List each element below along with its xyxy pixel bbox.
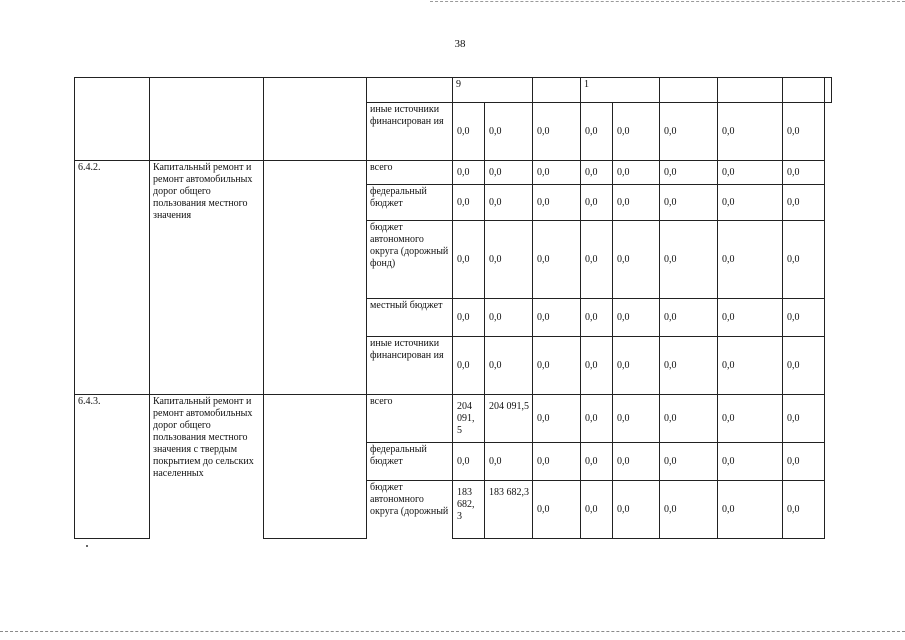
value-cell: 0,0 — [783, 185, 825, 221]
value-cell: 0,0 — [718, 299, 783, 337]
value-cell: 0,0 — [453, 337, 485, 395]
value-cell: 0,0 — [718, 337, 783, 395]
item-executor-cell — [264, 161, 367, 395]
value-cell: 0,0 — [783, 337, 825, 395]
value-cell: 0,0 — [783, 443, 825, 481]
value-cell: 0,0 — [783, 395, 825, 443]
value-cell: 0,0 — [660, 221, 718, 299]
table-body — [75, 78, 832, 539]
value-cell: 0,0 — [613, 337, 660, 395]
value-cell: 0,0 — [453, 161, 485, 185]
value-cell: 0,0 — [581, 161, 613, 185]
value-cell: 204 091, 5 — [453, 395, 485, 443]
value-cell: 0,0 — [581, 221, 613, 299]
funding-source-cell: иные источники финансирован ия — [367, 103, 453, 161]
funding-source-cell: бюджет автономного округа (дорожный фонд) — [367, 221, 453, 299]
funding-source-cell: всего — [367, 395, 453, 443]
value-cell: 0,0 — [613, 161, 660, 185]
value-cell: 183 682, 3 — [453, 481, 485, 539]
value-cell: 0,0 — [783, 299, 825, 337]
table-row — [75, 395, 832, 443]
value-cell: 0,0 — [718, 443, 783, 481]
funding-source-cell: всего — [367, 161, 453, 185]
value-cell: 0,0 — [533, 481, 581, 539]
value-cell: 0,0 — [613, 443, 660, 481]
value-cell: 0,0 — [613, 299, 660, 337]
value-cell: 0,0 — [485, 337, 533, 395]
header-empty-cell — [783, 78, 825, 103]
value-cell: 0,0 — [718, 395, 783, 443]
page-number: 38 — [454, 38, 466, 50]
value-cell: 0,0 — [453, 299, 485, 337]
header-col-e: 1 — [581, 78, 660, 103]
header-empty-cell — [825, 78, 832, 103]
value-cell: 0,0 — [485, 299, 533, 337]
value-cell: 0,0 — [581, 185, 613, 221]
value-cell: 0,0 — [581, 299, 613, 337]
item-number-cell: 6.4.2. — [75, 161, 150, 395]
value-cell: 0,0 — [581, 443, 613, 481]
value-cell: 0,0 — [718, 161, 783, 185]
value-cell: 0,0 — [660, 395, 718, 443]
value-cell: 0,0 — [718, 103, 783, 161]
value-cell: 0,0 — [718, 185, 783, 221]
value-cell: 0,0 — [783, 161, 825, 185]
value-cell: 0,0 — [718, 481, 783, 539]
empty-executor-cell — [264, 78, 367, 161]
funding-source-cell: иные источники финансирован ия — [367, 337, 453, 395]
value-cell: 0,0 — [613, 395, 660, 443]
item-name-cell: Капитальный ремонт и ремонт автомобильных дорог общего пользования местного значения — [150, 161, 264, 395]
value-cell: 0,0 — [783, 221, 825, 299]
value-cell: 0,0 — [533, 103, 581, 161]
table-row — [75, 161, 832, 185]
value-cell: 204 091,5 — [485, 395, 533, 443]
funding-source-cell: бюджет автономного округа (дорожный — [367, 481, 453, 539]
value-cell: 0,0 — [533, 443, 581, 481]
value-cell: 183 682,3 — [485, 481, 533, 539]
value-cell: 0,0 — [581, 337, 613, 395]
item-number-cell: 6.4.3. — [75, 395, 150, 539]
value-cell: 0,0 — [485, 443, 533, 481]
header-empty-cell — [660, 78, 718, 103]
funding-source-cell: федеральный бюджет — [367, 185, 453, 221]
value-cell: 0,0 — [453, 221, 485, 299]
value-cell: 0,0 — [718, 221, 783, 299]
value-cell: 0,0 — [613, 481, 660, 539]
value-cell: 0,0 — [660, 337, 718, 395]
value-cell: 0,0 — [533, 185, 581, 221]
value-cell: 0,0 — [485, 185, 533, 221]
value-cell: 0,0 — [660, 185, 718, 221]
funding-source-cell: местный бюджет — [367, 299, 453, 337]
value-cell: 0,0 — [581, 395, 613, 443]
value-cell: 0,0 — [453, 443, 485, 481]
empty-name-cell — [150, 78, 264, 161]
scan-top-edge — [430, 1, 905, 2]
value-cell: 0,0 — [533, 161, 581, 185]
header-col-c — [533, 78, 581, 103]
value-cell: 0,0 — [485, 103, 533, 161]
scan-bottom-edge — [0, 631, 905, 632]
value-cell: 0,0 — [485, 221, 533, 299]
value-cell: 0,0 — [660, 103, 718, 161]
item-name-cell: Капитальный ремонт и ремонт автомобильных дорог общего пользования местного значения с твердым покрытием до сельских населенных — [150, 395, 264, 539]
funding-source-cell: федеральный бюджет — [367, 443, 453, 481]
value-cell: 0,0 — [581, 481, 613, 539]
table-header-row — [75, 78, 832, 103]
value-cell: 0,0 — [783, 103, 825, 161]
budget-table — [74, 77, 832, 539]
value-cell: 0,0 — [453, 103, 485, 161]
header-empty-cell — [718, 78, 783, 103]
value-cell: 0,0 — [660, 481, 718, 539]
value-cell: 0,0 — [453, 185, 485, 221]
empty-number-cell — [75, 78, 150, 161]
header-col-a: 9 — [453, 78, 533, 103]
value-cell: 0,0 — [660, 299, 718, 337]
scan-speck — [86, 545, 88, 547]
value-cell: 0,0 — [660, 161, 718, 185]
value-cell: 0,0 — [485, 161, 533, 185]
value-cell: 0,0 — [660, 443, 718, 481]
item-executor-cell — [264, 395, 367, 539]
value-cell: 0,0 — [533, 221, 581, 299]
value-cell: 0,0 — [783, 481, 825, 539]
value-cell: 0,0 — [533, 299, 581, 337]
header-source-cell — [367, 78, 453, 103]
value-cell: 0,0 — [613, 185, 660, 221]
value-cell: 0,0 — [581, 103, 613, 161]
value-cell: 0,0 — [613, 221, 660, 299]
value-cell: 0,0 — [613, 103, 660, 161]
value-cell: 0,0 — [533, 395, 581, 443]
value-cell: 0,0 — [533, 337, 581, 395]
